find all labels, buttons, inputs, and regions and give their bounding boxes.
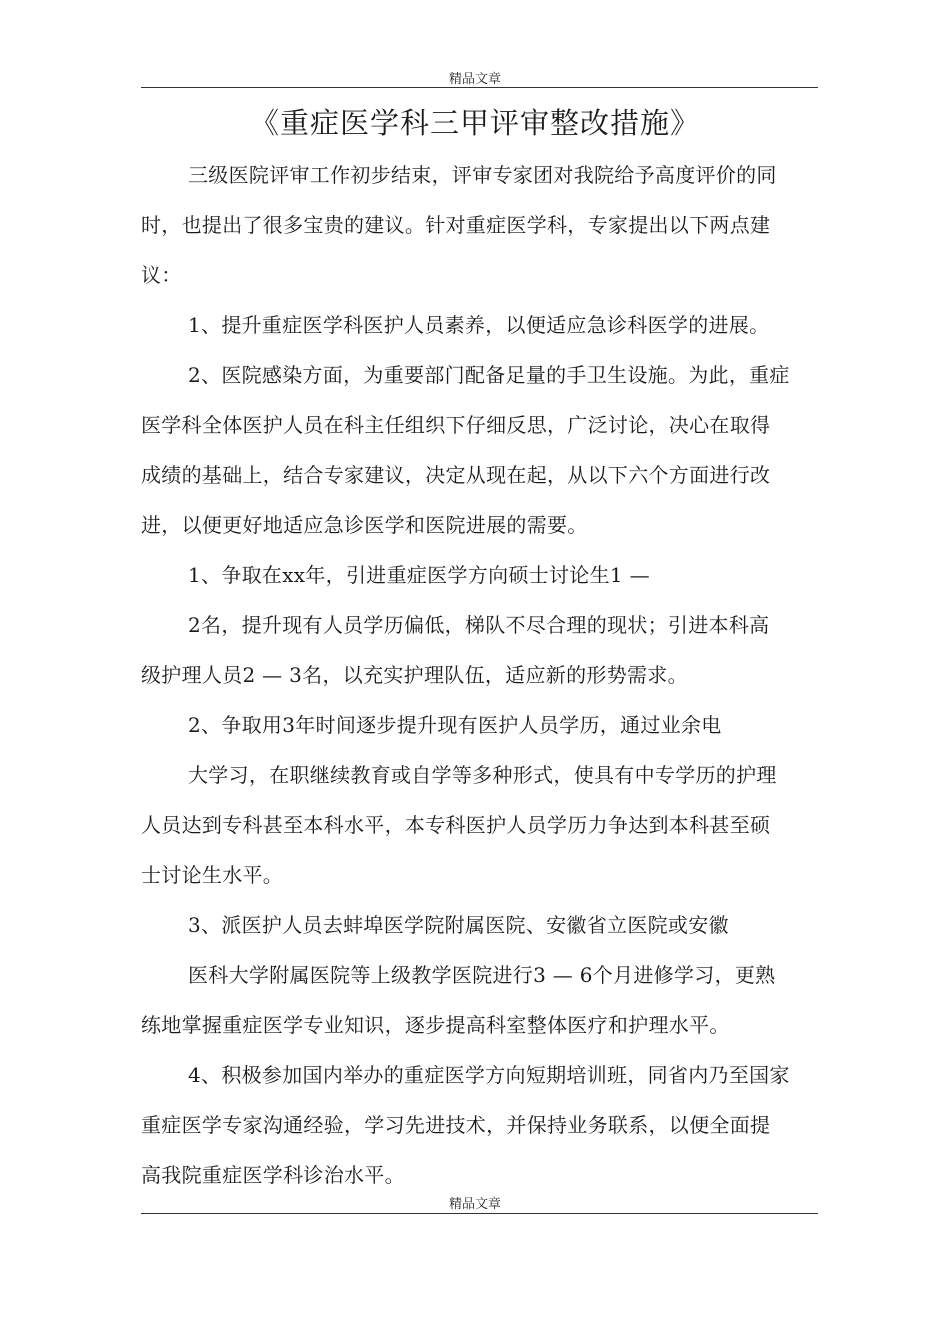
text-line: 级护理人员2 — 3名，以充实护理队伍，适应新的形势需求。	[141, 663, 688, 687]
text-line: 时，也提出了很多宝贵的建议。针对重症医学科，专家提出以下两点建	[141, 213, 771, 237]
text-line: 成绩的基础上，结合专家建议，决定从现在起，从以下六个方面进行改	[141, 463, 771, 487]
text-line: 议：	[141, 263, 182, 287]
page-footer-label: 精品文章	[448, 1197, 501, 1212]
text-line: 士讨论生水平。	[141, 863, 284, 887]
text-line: 人员达到专科甚至本科水平，本专科医护人员学历力争达到本科甚至硕	[141, 813, 771, 837]
text-line: 3、派医护人员去蚌埠医学院附属医院、安徽省立医院或安徽	[188, 913, 729, 937]
text-line: 2、医院感染方面，为重要部门配备足量的手卫生设施。为此，重症	[188, 363, 790, 387]
text-line: 重症医学专家沟通经验，学习先进技术，并保持业务联系，以便全面提	[141, 1113, 771, 1137]
text-line: 2名，提升现有人员学历偏低，梯队不尽合理的现状；引进本科高	[188, 613, 770, 637]
text-line: 1、提升重症医学科医护人员素养，以便适应急诊科医学的进展。	[188, 313, 770, 337]
header-rule	[141, 87, 818, 88]
text-line: 进，以便更好地适应急诊医学和医院进展的需要。	[141, 513, 588, 537]
page-header-label: 精品文章	[448, 72, 501, 87]
text-line: 练地掌握重症医学专业知识，逐步提高科室整体医疗和护理水平。	[141, 1013, 730, 1037]
text-line: 三级医院评审工作初步结束，评审专家团对我院给予高度评价的同	[188, 163, 777, 187]
document-body	[141, 150, 818, 1200]
document-title: 《重症医学科三甲评审整改措施》	[249, 106, 700, 140]
footer-rule	[141, 1213, 818, 1214]
text-line: 1、争取在xx年，引进重症医学方向硕士讨论生1 —	[188, 563, 650, 587]
text-line: 高我院重症医学科诊治水平。	[141, 1163, 405, 1187]
text-line: 4、积极参加国内举办的重症医学方向短期培训班，同省内乃至国家	[188, 1063, 790, 1087]
text-line: 医科大学附属医院等上级教学医院进行3 — 6个月进修学习，更熟	[188, 963, 776, 987]
text-line: 2、争取用3年时间逐步提升现有医护人员学历，通过业余电	[188, 713, 722, 737]
text-line: 医学科全体医护人员在科主任组织下仔细反思，广泛讨论，决心在取得	[141, 413, 771, 437]
text-line: 大学习，在职继续教育或自学等多种形式，使具有中专学历的护理	[188, 763, 777, 787]
